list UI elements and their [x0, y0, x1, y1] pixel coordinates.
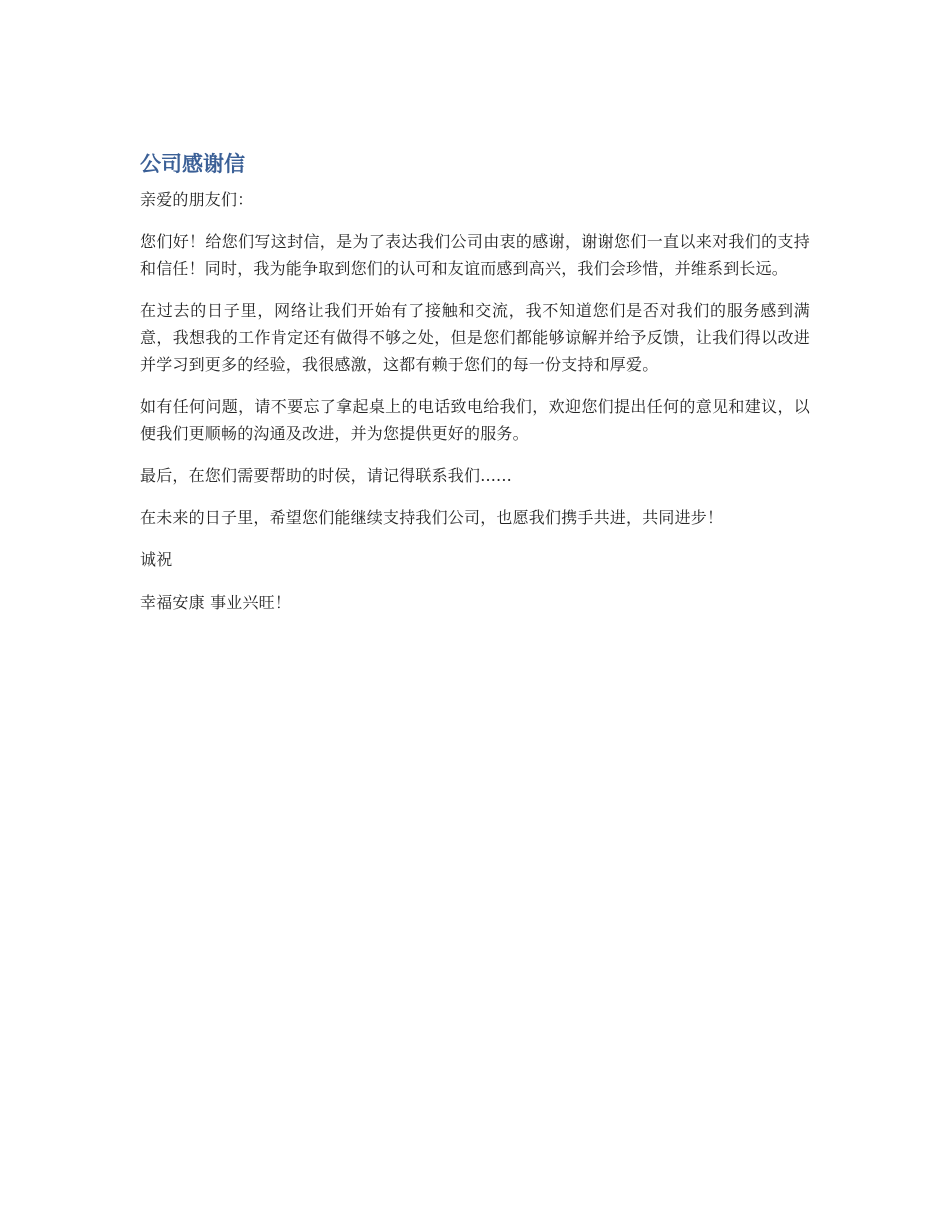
letter-paragraph-2: 在过去的日子里，网络让我们开始有了接触和交流，我不知道您们是否对我们的服务感到满意，我想我的工作肯定还有做得不够之处，但是您们都能够谅解并给予反馈，让我们得以改进并学习到更多的经验，我很感激，这都有赖于您们的每一份支持和厚爱。: [140, 301, 810, 374]
letter-greeting: 亲爱的朋友们：: [140, 190, 254, 209]
letter-page: [140, 148, 810, 631]
letter-closing: 诚祝: [140, 550, 173, 569]
letter-paragraph-4: 最后，在您们需要帮助的时侯，请记得联系我们......: [140, 466, 512, 485]
letter-wishes: 幸福安康 事业兴旺！: [140, 593, 292, 612]
letter-paragraph-5: 在未来的日子里，希望您们能继续支持我们公司，也愿我们携手共进，共同进步！: [140, 508, 724, 527]
letter-paragraph-3: 如有任何问题，请不要忘了拿起桌上的电话致电给我们，欢迎您们提出任何的意见和建议，以便我们更顺畅的沟通及改进，并为您提供更好的服务。: [140, 397, 810, 443]
letter-title: 公司感谢信: [140, 152, 245, 176]
letter-paragraph-1: 您们好！给您们写这封信，是为了表达我们公司由衷的感谢，谢谢您们一直以来对我们的支持和信任！同时，我为能争取到您们的认可和友谊而感到高兴，我们会珍惜，并维系到长远。: [140, 232, 810, 278]
